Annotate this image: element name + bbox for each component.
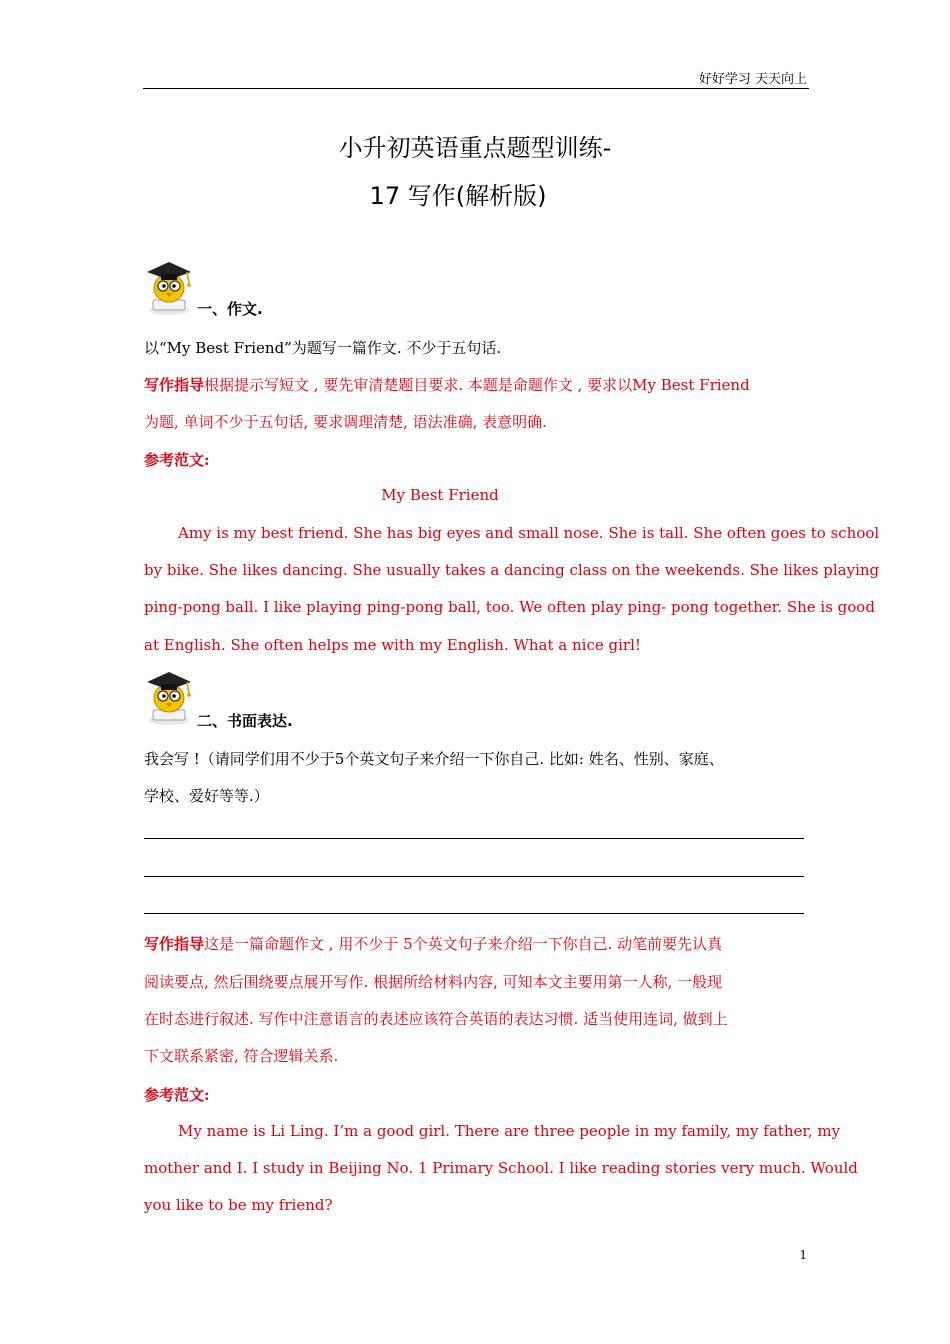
- section2-guide-text1: 这是一篇命题作文 , 用不少于 5个英文句子来介绍一下你自己. 动笔前要先认真: [204, 935, 723, 953]
- section2-guide-line1: [144, 933, 804, 954]
- section1-heading: 一、作文.: [197, 300, 263, 318]
- section2-guide-line: 在时态进行叙述. 写作中注意语言的表述应该符合英语的表达习惯. 适当使用连词, 做到上: [144, 1010, 728, 1028]
- section2-sample-line: My name is Li Ling. I’m a good girl. There are three people in my family, my father, my: [178, 1122, 841, 1140]
- section1-guide-line2: 为题, 单词不少于五句话, 要求调理清楚, 语法准确, 表意明确.: [144, 413, 547, 431]
- answer-blank-line[interactable]: [144, 876, 804, 877]
- section1-guide-text1: 根据提示写短文 , 要先审清楚题目要求. 本题是命题作文 , 要求以My Best Friend: [204, 376, 750, 394]
- section2-guide-label: 写作指导: [144, 935, 205, 953]
- section2-sample-line: you like to be my friend?: [144, 1196, 333, 1214]
- section2-heading: 二、书面表达.: [197, 712, 293, 730]
- section2-prompt-line2: 学校、爱好等等.）: [144, 787, 269, 805]
- answer-blank-line[interactable]: [144, 913, 804, 914]
- section2-sample-label: 参考范文:: [144, 1086, 210, 1104]
- section1-sample-label: 参考范文:: [144, 451, 210, 469]
- page-header: [143, 66, 809, 89]
- graduate-mascot-icon: [143, 668, 195, 726]
- section1-guide-line1: [144, 374, 804, 395]
- section1-sample-line: ping-pong ball. I like playing ping-pong ball, too. We often play ping- pong together. She is good: [144, 598, 875, 616]
- section1-prompt: 以“My Best Friend”为题写一篇作文. 不少于五句话.: [144, 339, 502, 357]
- section1-guide-label: 写作指导: [144, 376, 205, 394]
- section1-sample-line: Amy is my best friend. She has big eyes and small nose. She is tall. She often goes to school: [178, 524, 880, 542]
- section1-sample-line: by bike. She likes dancing. She usually takes a dancing class on the weekends. She likes playing: [144, 561, 880, 579]
- graduate-mascot-icon: [143, 258, 195, 316]
- section1-sample-title: My Best Friend: [381, 486, 499, 504]
- answer-blank-line[interactable]: [144, 838, 804, 839]
- page-number: 1: [799, 1248, 807, 1262]
- section2-guide-line: 下文联系紧密, 符合逻辑关系.: [144, 1047, 339, 1065]
- section2-sample-line: mother and I. I study in Beijing No. 1 Primary School. I like reading stories very much. Would: [144, 1159, 858, 1177]
- header-motto: 好好学习 天天向上: [698, 72, 807, 87]
- section2-prompt-line1: 我会写 !（请同学们用不少于5个英文句子来介绍一下你自己. 比如: 姓名、性别、家庭、: [144, 750, 724, 768]
- section1-sample-line: at English. She often helps me with my English. What a nice girl!: [144, 636, 641, 654]
- section2-guide-line: 阅读要点, 然后围绕要点展开写作. 根据所给材料内容, 可知本文主要用第一人称, 一般现: [144, 973, 723, 991]
- doc-title-line2: 17 写作(解析版): [369, 182, 547, 210]
- doc-title-line1: 小升初英语重点题型训练-: [338, 134, 612, 162]
